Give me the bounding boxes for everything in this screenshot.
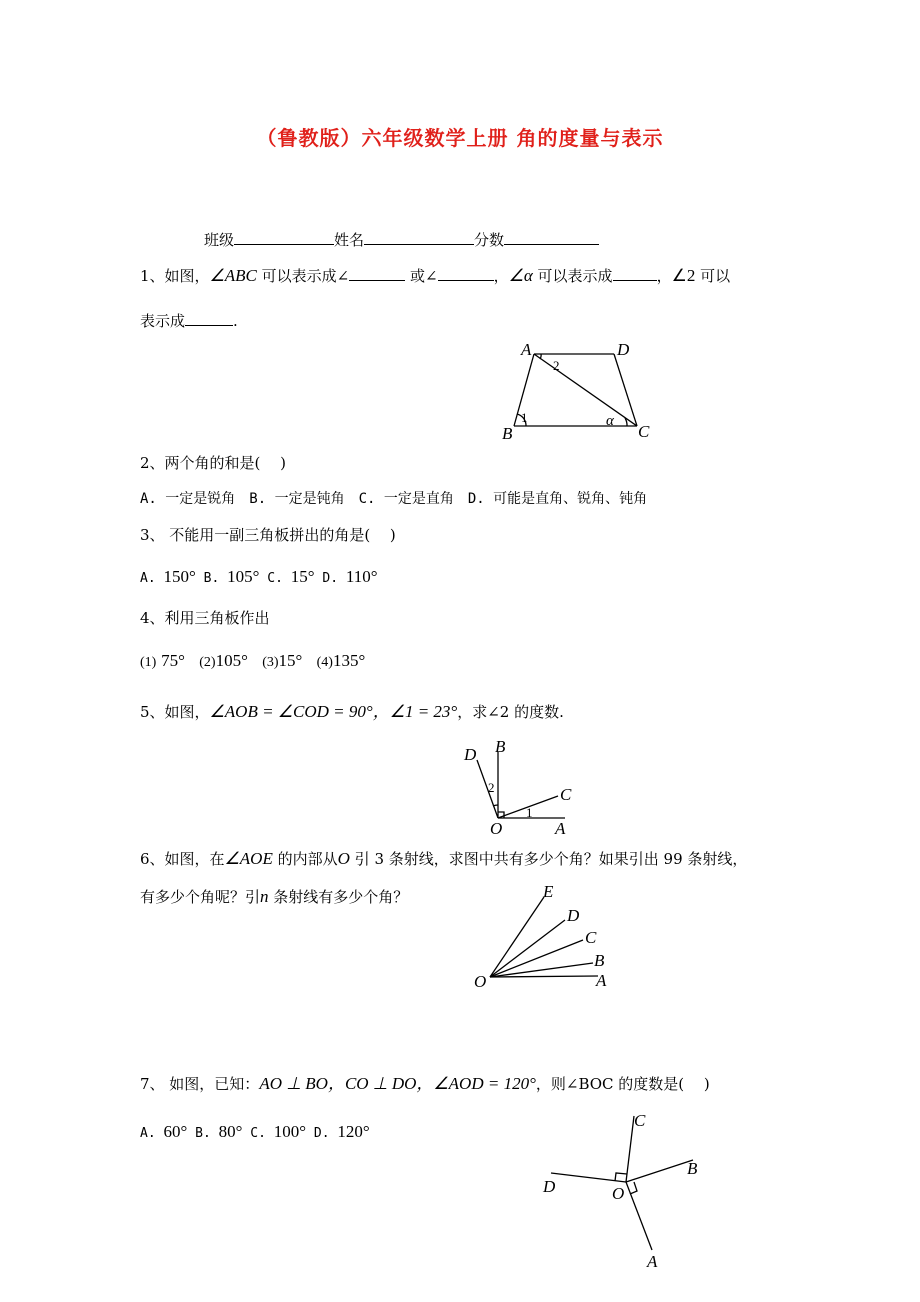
ray-oa xyxy=(626,1182,652,1250)
page-title: （鲁教版）六年级数学上册 角的度量与表示 xyxy=(256,126,664,150)
fig6-label-o: O xyxy=(474,972,487,991)
q5-formula: ∠AOB = ∠COD = 90°，∠1 = 23° xyxy=(209,702,458,721)
q7-option-c-label: C. xyxy=(242,1126,274,1141)
q6-n: n xyxy=(260,887,269,906)
q6-text-b: 的内部从 xyxy=(272,850,338,868)
fig7-label-b: B xyxy=(687,1159,698,1178)
q6-text-e: 条射线有多少个角？ xyxy=(268,888,409,906)
q7-option-a-label: A. xyxy=(140,1126,164,1141)
fig7-label-d: D xyxy=(543,1177,556,1196)
question-3: 3、 不能用一副三角板拼出的角是( ) xyxy=(140,526,396,544)
fig5-label-c: C xyxy=(560,785,572,804)
q1-comma: ， xyxy=(493,267,509,285)
right-angle-mark-aob xyxy=(630,1182,637,1194)
q7-formula: AO ⊥ BO，CO ⊥ DO，∠AOD = 120° xyxy=(259,1074,536,1093)
q7-suffix: ，则∠BOC 的度数是( ) xyxy=(535,1075,710,1093)
fig5-label-o: O xyxy=(490,819,503,838)
q4-item-2-label: (2) xyxy=(199,655,216,670)
fig7-label-a: A xyxy=(647,1252,658,1271)
fig1-label-c: C xyxy=(638,422,650,441)
q4-item-3: 15° xyxy=(278,651,303,670)
q4-item-3-label: (3) xyxy=(262,655,279,670)
question-2: 2、两个角的和是( ) xyxy=(140,454,287,472)
question-4: 4、利用三角板作出 xyxy=(140,609,270,627)
q1-end: . xyxy=(233,312,238,330)
fig6-label-b: B xyxy=(594,951,605,970)
fig7-label-c: C xyxy=(634,1111,646,1130)
q5-suffix: ，求∠2 的度数. xyxy=(457,703,564,721)
q7-option-d-label: D. xyxy=(306,1126,338,1141)
q3-option-d: 110° xyxy=(345,567,378,586)
fig1-label-b: B xyxy=(502,424,513,443)
fig6-label-d: D xyxy=(567,906,580,925)
fig1-label-d: D xyxy=(617,340,630,359)
q1-or: 或∠ xyxy=(405,267,438,285)
q6-angle: ∠AOE xyxy=(224,849,273,868)
q2-options: A. 一定是锐角 B. 一定是钝角 C. 一定是直角 D. 可能是直角、锐角、钝角 xyxy=(140,491,648,507)
q1-line2-text: 表示成 xyxy=(140,312,186,330)
right-angle-mark-cod xyxy=(615,1173,627,1181)
ray-ob xyxy=(626,1160,693,1182)
q1-angle-alpha: ∠α xyxy=(508,266,533,285)
fig5-label-b: B xyxy=(495,737,506,756)
q6-text-a: 6、如图，在 xyxy=(140,850,225,868)
q7-option-b: 80° xyxy=(218,1122,243,1141)
q3-option-a: 150° xyxy=(163,567,196,586)
name-label: 姓名 xyxy=(334,231,365,249)
q1-comma-2: ， xyxy=(656,267,672,285)
q7-option-c: 100° xyxy=(273,1122,307,1141)
q6-o: O xyxy=(337,849,350,868)
q1-text: 可以表示成∠ xyxy=(256,267,350,285)
ray-oc xyxy=(626,1116,634,1182)
class-label: 班级 xyxy=(204,231,235,249)
score-label: 分数 xyxy=(474,231,505,249)
q1-angle-abc: ∠ABC xyxy=(209,266,257,285)
q4-item-1-label: (1) xyxy=(140,655,157,670)
fig6-label-c: C xyxy=(585,928,597,947)
q4-item-4-label: (4) xyxy=(316,655,333,670)
q7-prefix: 7、 如图，已知： xyxy=(140,1075,260,1093)
q1-angle-2: ∠2 xyxy=(671,266,696,285)
q1-prefix: 1、如图， xyxy=(140,267,210,285)
q6-text-d: 有多少个角呢？引 xyxy=(140,888,261,906)
fig5-label-2: 2 xyxy=(488,780,495,795)
q1-text-3: 可以 xyxy=(695,267,731,285)
fig1-label-1: 1 xyxy=(521,410,528,425)
q1-text-2: 可以表示成 xyxy=(532,267,613,285)
fig1-label-2: 2 xyxy=(553,358,560,373)
q3-option-b: 105° xyxy=(227,567,260,586)
q4-item-2: 105° xyxy=(215,651,248,670)
q4-item-4: 135° xyxy=(332,651,366,670)
q4-item-1: 75° xyxy=(161,651,185,670)
q3-option-a-label: A. xyxy=(140,571,164,586)
q6-text-c: 引 3 条射线，求图中共有多少个角？如果引出 99 条射线， xyxy=(349,850,748,868)
q5-prefix: 5、如图， xyxy=(140,703,210,721)
fig7-label-o: O xyxy=(612,1184,625,1203)
q3-option-b-label: B. xyxy=(195,571,228,586)
q3-option-d-label: D. xyxy=(314,571,346,586)
fig5-label-d: D xyxy=(464,745,477,764)
q7-option-d: 120° xyxy=(337,1122,370,1141)
fig1-label-alpha: α xyxy=(606,413,614,429)
fig5-label-a: A xyxy=(555,819,566,838)
q7-option-b-label: B. xyxy=(187,1126,219,1141)
q3-option-c: 15° xyxy=(290,567,315,586)
fig6-label-a: A xyxy=(596,971,607,990)
fig1-label-a: A xyxy=(521,340,532,359)
q7-option-a: 60° xyxy=(163,1122,188,1141)
fig6-label-e: E xyxy=(543,882,554,901)
fig5-label-1: 1 xyxy=(526,805,533,820)
q3-option-c-label: C. xyxy=(259,571,291,586)
